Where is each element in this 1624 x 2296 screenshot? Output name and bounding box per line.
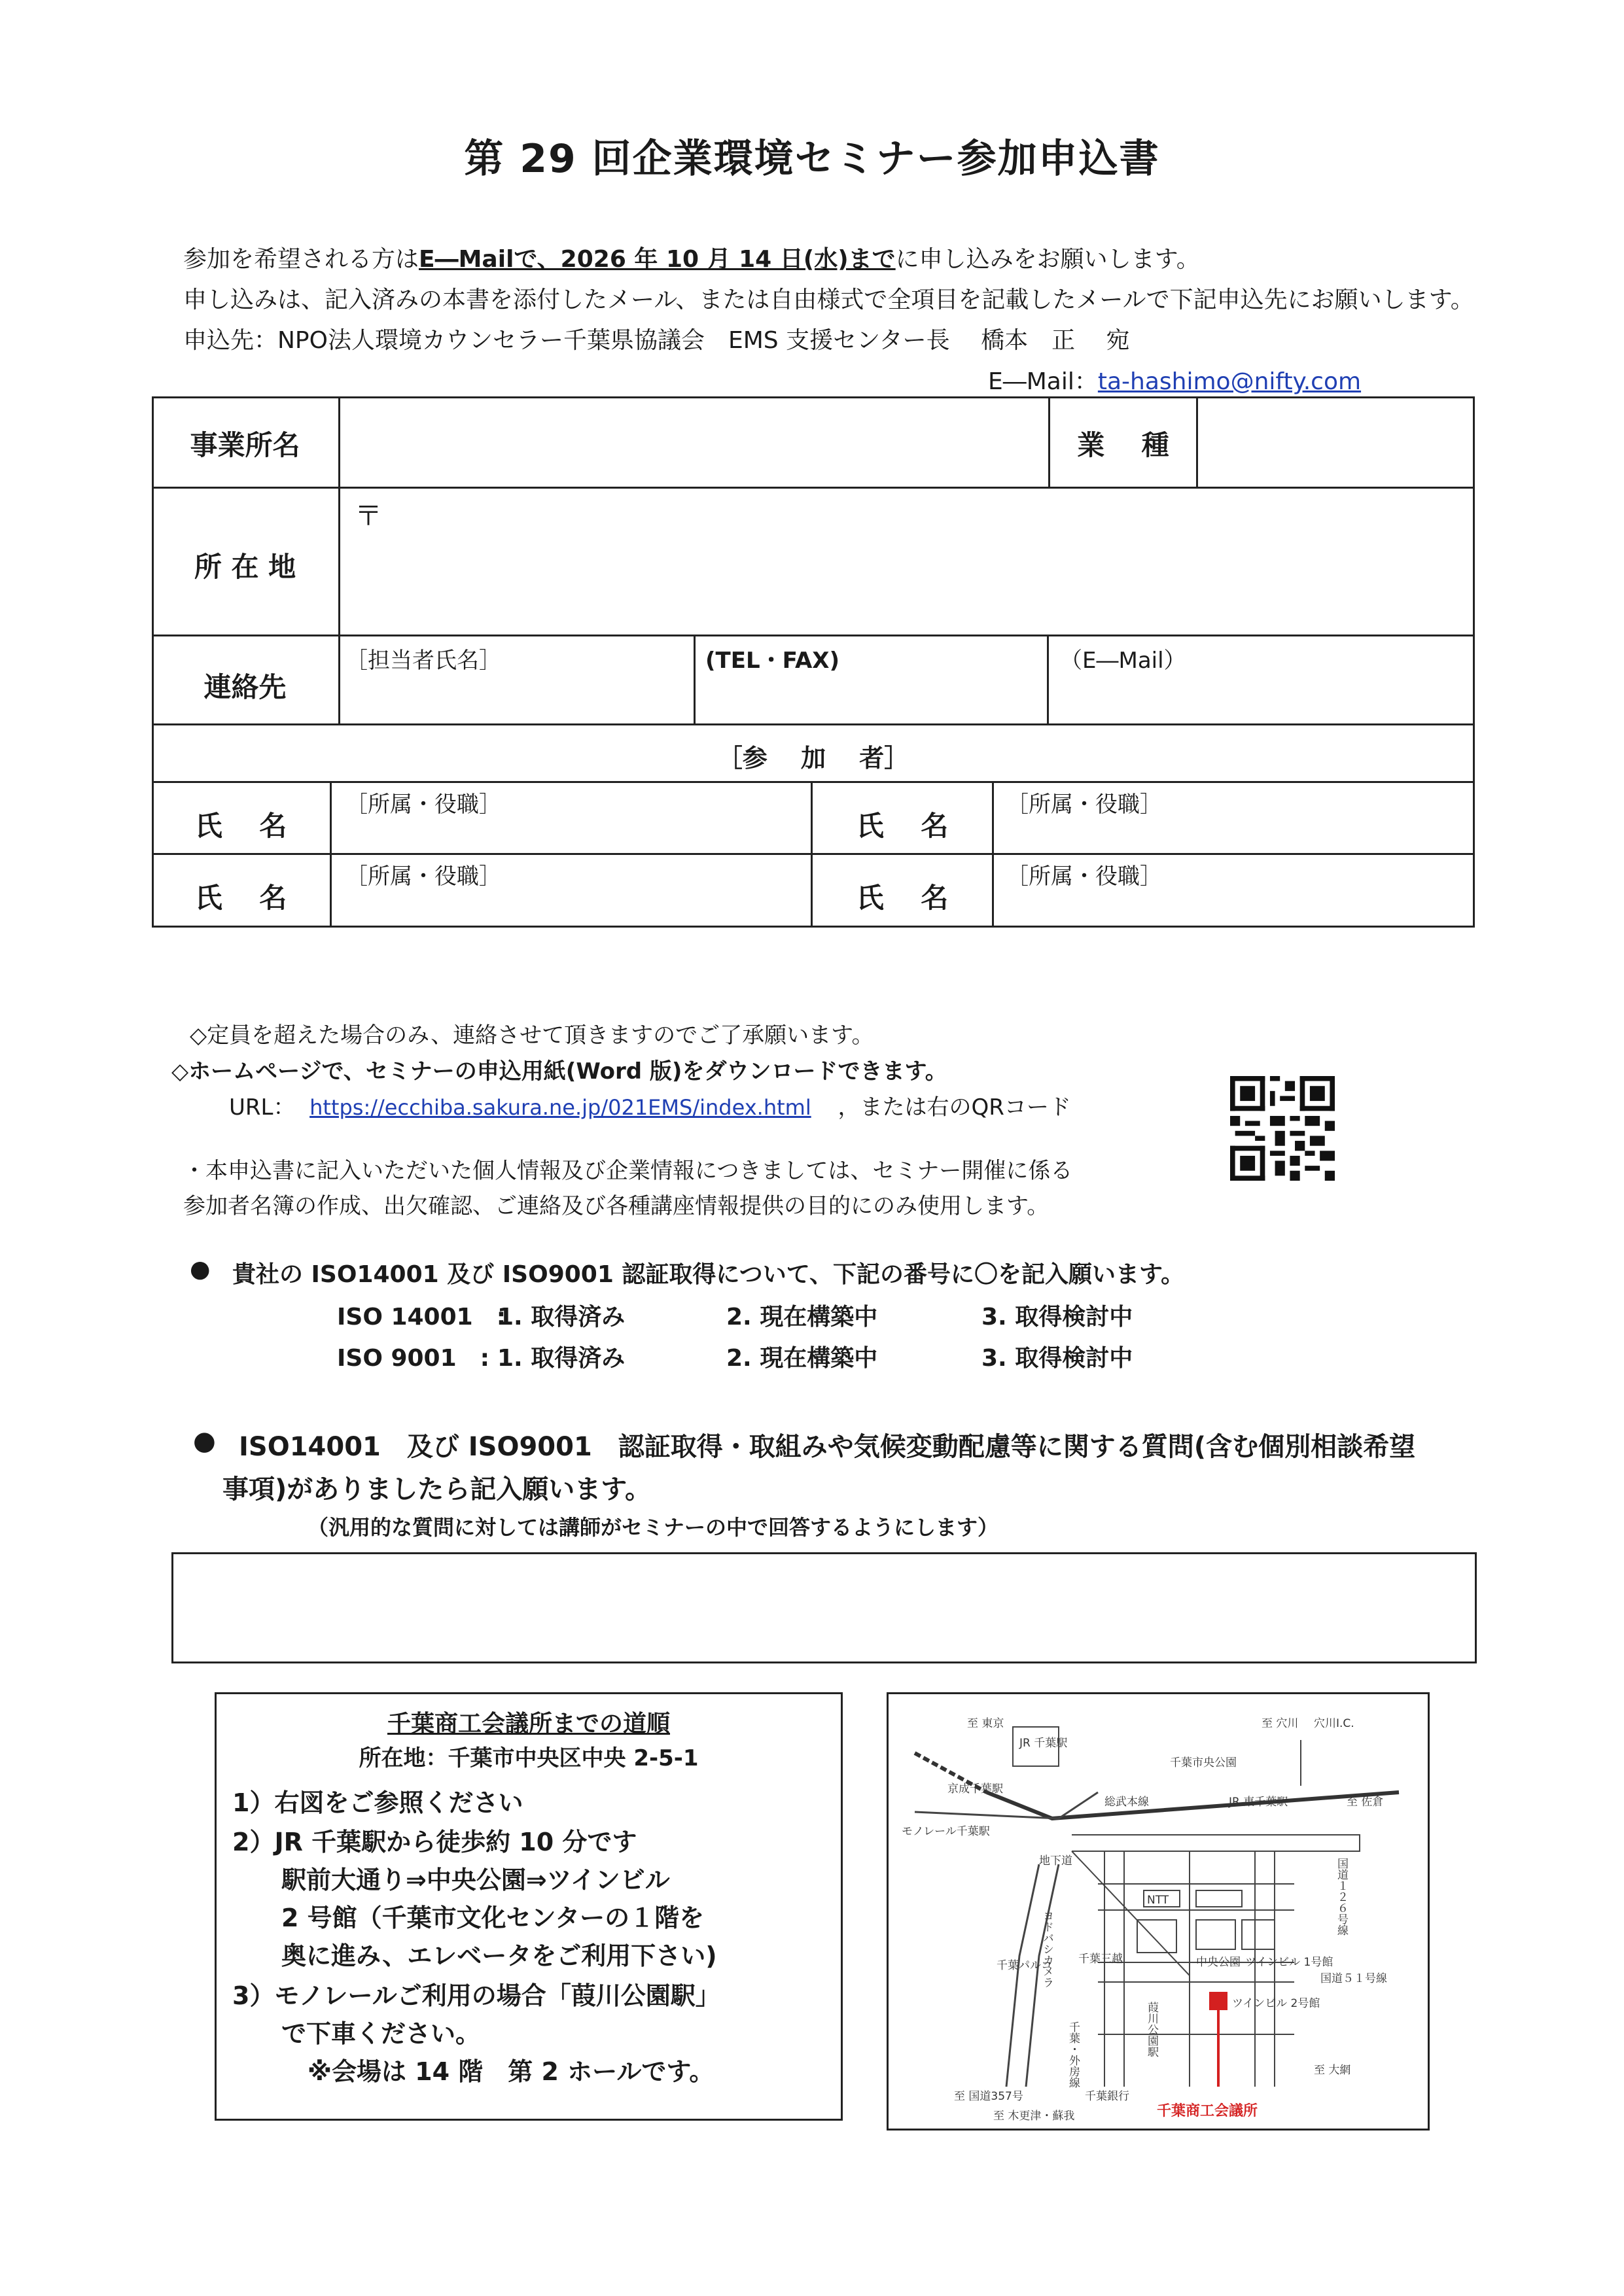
map-label-jr-chiba: JR 千葉駅: [1019, 1737, 1068, 1750]
contact-email-line: [988, 363, 1361, 396]
industry-label: 業 種: [1077, 429, 1169, 461]
contact-label: 連絡先: [203, 671, 287, 703]
access-map: [887, 1692, 1430, 2131]
question-line-2: 事項)がありましたら記入願います。: [222, 1474, 652, 1505]
direction-step-2-route: 駅前大通り⇒中央公園⇒ツインビル: [281, 1866, 670, 1894]
map-label-yoshikawa: 葭川公園駅: [1145, 2002, 1158, 2057]
affiliation-label: ［所属・役職］: [345, 863, 501, 890]
company-name-field[interactable]: [342, 399, 1047, 485]
direction-step-2-elevator: 奥に進み、エレベータをご利用下さい): [281, 1941, 717, 1970]
question-bullet: ●: [193, 1426, 216, 1456]
download-note: ◇ホームページで、セミナーの申込用紙(Word 版)をダウンロードできます。: [171, 1058, 947, 1085]
participant-name-label: 氏 名: [856, 882, 949, 914]
intro-line-1: [183, 241, 1200, 274]
row-divider: [152, 853, 1475, 855]
iso9001-option-2[interactable]: 2. 現在構築中: [726, 1345, 878, 1372]
col-divider: [694, 635, 696, 723]
url-suffix: ，または右のQRコード: [838, 1094, 1071, 1121]
intro-line-3: 申込先：NPO法人環境カウンセラー千葉県協議会 EMS 支援センター長 橋本 正 宛: [183, 327, 1130, 354]
participant-name-label: 氏 名: [194, 810, 287, 842]
deadline-text: E―Mailで、2026 年 10 月 14 日(水)まで: [419, 246, 896, 273]
capacity-note: ◇定員を超えた場合のみ、連絡させて頂きますのでご了承願います。: [190, 1022, 874, 1049]
map-label-chuo-park: 中央公園: [1196, 1956, 1241, 1969]
map-label-oami: 至 大網: [1314, 2064, 1351, 2077]
application-form-table: [152, 396, 1475, 928]
participant-name-label: 氏 名: [856, 810, 949, 842]
privacy-note-1: ・本申込書に記入いただいた個人情報及び企業情報につきましては、セミナー開催に係る: [183, 1158, 1073, 1184]
iso14001-option-3[interactable]: 3. 取得検討中: [981, 1304, 1133, 1331]
map-label-tokyo: 至 東京: [967, 1717, 1004, 1730]
affiliation-label: ［所属・役職］: [1006, 863, 1162, 890]
map-label-jr-higashi: JR 東千葉駅: [1229, 1796, 1288, 1809]
map-label-underpass: 地下道: [1039, 1854, 1072, 1868]
row-divider: [152, 723, 1475, 725]
col-divider: [330, 781, 332, 928]
tel-fax-label: (TEL・FAX): [705, 648, 840, 674]
map-label-mitsukoshi: 千葉三越: [1078, 1953, 1123, 1966]
iso14001-option-2[interactable]: 2. 現在構築中: [726, 1304, 878, 1331]
iso-question: 貴社の ISO14001 及び ISO9001 認証取得について、下記の番号に〇を記入願います。: [232, 1261, 1185, 1288]
col-divider: [338, 396, 340, 723]
map-label-sakura: 至 佐倉: [1347, 1796, 1384, 1809]
iso9001-option-3[interactable]: 3. 取得検討中: [981, 1345, 1133, 1372]
map-label-keisei: 京成千葉駅: [947, 1783, 1003, 1796]
iso9001-label: ISO 9001 :: [337, 1345, 490, 1372]
person-name-label: ［担当者氏名］: [345, 648, 501, 674]
map-label-route51: 国道５１号線: [1320, 1972, 1387, 1985]
map-label-kisarazu: 至 木更津・蘇我: [993, 2110, 1075, 2123]
venue-note: ※会場は 14 階 第 2 ホールです。: [308, 2057, 715, 2086]
address-field[interactable]: [342, 489, 1472, 633]
postal-mark: 〒: [355, 500, 383, 532]
question-note: （汎用的な質問に対しては講師がセミナーの中で回答するようにします）: [308, 1515, 999, 1540]
map-label-twin2: ツインビル 2号館: [1232, 1997, 1320, 2010]
row-divider: [152, 635, 1475, 636]
directions-address: 所在地：千葉市中央区中央 2-5-1: [359, 1745, 699, 1771]
url-line: [229, 1089, 1071, 1121]
intro-prefix: 参加を希望される方は: [183, 246, 419, 273]
company-name-label: 事業所名: [190, 429, 300, 461]
direction-step-2: 2）JR 千葉駅から徒歩約 10 分です: [232, 1828, 637, 1856]
map-label-chiba-bank: 千葉銀行: [1085, 2090, 1129, 2103]
qr-code-icon[interactable]: [1230, 1076, 1335, 1181]
intro-suffix: に申し込みをお願いします。: [895, 246, 1200, 273]
homepage-link[interactable]: https://ecchiba.sakura.ne.jp/021EMS/index.html: [309, 1095, 811, 1120]
direction-step-3: 3）モノレールご利用の場合「葭川公園駅」: [232, 1981, 720, 2010]
map-label-ntt: NTT: [1147, 1894, 1169, 1907]
question-line-1: ISO14001 及び ISO9001 認証取得・取組みや気候変動配慮等に関する質問(含む個別相談希望: [239, 1432, 1416, 1462]
industry-field[interactable]: [1199, 399, 1472, 485]
col-divider: [1196, 396, 1198, 487]
address-label: 所 在 地: [194, 551, 296, 583]
col-divider: [1047, 635, 1049, 723]
map-label-office: 千葉市央公園: [1170, 1756, 1237, 1769]
email-label: E―Mail：: [988, 368, 1098, 395]
iso9001-option-1[interactable]: 1. 取得済み: [497, 1345, 626, 1372]
question-input-box[interactable]: [171, 1552, 1477, 1663]
direction-step-3-exit: で下車ください。: [281, 2019, 481, 2048]
col-divider: [992, 781, 994, 928]
url-label: URL：: [229, 1094, 296, 1121]
row-divider: [152, 781, 1475, 783]
privacy-note-2: 参加者名簿の作成、出欠確認、ご連絡及び各種講座情報提供の目的にのみ使用します。: [183, 1193, 1050, 1219]
map-label-anagawa-ic: 穴川I.C.: [1314, 1717, 1354, 1730]
map-label-anagawa: 至 穴川: [1262, 1717, 1299, 1730]
row-divider: [152, 487, 1475, 489]
page-title: 第 29 回企業環境セミナー参加申込書: [464, 136, 1160, 182]
map-label-shinkyo: 千葉・外房線: [1067, 2021, 1080, 2088]
iso14001-option-1[interactable]: 1. 取得済み: [497, 1304, 626, 1331]
map-label-yodobashi: ヨドバシカメラ: [1040, 1910, 1053, 1988]
direction-step-1: 1）右図をご参照ください: [232, 1788, 523, 1817]
intro-line-2: 申し込みは、記入済みの本書を添付したメール、または自由様式で全項目を記載したメールで下記申込先にお願いします。: [183, 287, 1474, 313]
directions-title: 千葉商工会議所までの道順: [387, 1711, 670, 1737]
map-label-chamber: 千葉商工会議所: [1157, 2103, 1258, 2119]
affiliation-label: ［所属・役職］: [1006, 791, 1162, 818]
contact-email-label: （E―Mail）: [1060, 648, 1186, 674]
affiliation-label: ［所属・役職］: [345, 791, 501, 818]
map-label-kokudo357: 至 国道357号: [954, 2090, 1023, 2103]
map-label-parco: 千葉パルコ: [997, 1959, 1052, 1972]
participant-name-label: 氏 名: [194, 882, 287, 914]
map-label-kokudo126: 国道１２６号線: [1335, 1858, 1348, 1936]
map-label-sobu: 総武本線: [1104, 1796, 1149, 1809]
participants-header: ［参 加 者］: [717, 744, 909, 773]
iso14001-label: ISO 14001 :: [337, 1304, 506, 1331]
direction-step-2-building: 2 号館（千葉市文化センターの１階を: [281, 1904, 705, 1932]
map-label-monorail: モノレール千葉駅: [902, 1825, 990, 1838]
iso-bullet: ●: [190, 1256, 211, 1283]
map-label-twin1: ツインビル 1号館: [1245, 1956, 1333, 1969]
email-link[interactable]: ta-hashimo@nifty.com: [1097, 368, 1362, 395]
